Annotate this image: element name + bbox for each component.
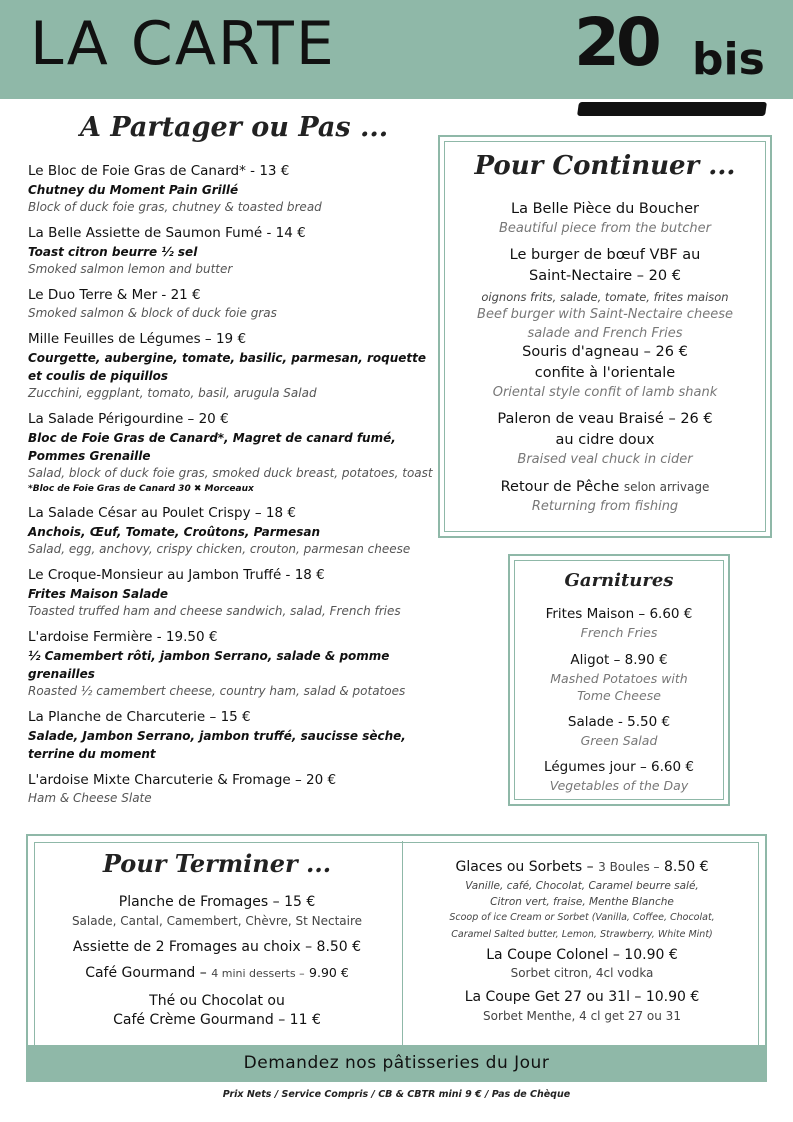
aligot-name: Aligot – 8.90 € — [570, 652, 668, 668]
menu-item-description: Frites Maison Salade — [28, 587, 169, 601]
menu-item-name: Le Bloc de Foie Gras de Canard* - 13 € — [28, 163, 290, 179]
logo-underline — [577, 102, 767, 116]
coupe-colonel-desc: Sorbet citron, 4cl vodka — [510, 966, 654, 980]
menu-item-description: Courgette, aubergine, tomate, basilic, parmesan, roquette et coulis de piquillos — [28, 351, 427, 383]
menu-item-description: Anchois, Œuf, Tomate, Croûtons, Parmesan — [28, 525, 321, 539]
footer-note: Prix Nets / Service Compris / CB & CBTR mini 9 € / Pas de Chèque — [222, 1089, 571, 1100]
glaces-name: Glaces ou Sorbets – — [455, 859, 594, 875]
menu-item — [28, 566, 438, 620]
page-title: LA CARTE — [30, 9, 336, 79]
burger-en-2: salade and French Fries — [527, 326, 683, 341]
menu-item-english: Smoked salmon & block of duck foie gras — [28, 306, 277, 320]
logo-bis: bis — [692, 34, 765, 85]
the-chocolat-name-2: Café Crème Gourmand – 11 € — [113, 1012, 321, 1028]
coupe-get-desc: Sorbet Menthe, 4 cl get 27 ou 31 — [483, 1009, 681, 1023]
menu-item-name: L'ardoise Fermière - 19.50 € — [28, 629, 218, 645]
menu-item — [28, 628, 438, 700]
partager-heading: A Partager ou Pas ... — [80, 112, 389, 143]
aligot-en-2: Tome Cheese — [577, 688, 661, 703]
continuer-box — [438, 135, 772, 538]
menu-item — [28, 286, 438, 322]
agneau-name-1: Souris d'agneau – 26 € — [522, 344, 688, 360]
menu-item-description: Bloc de Foie Gras de Canard*, Magret de canard fumé, Pommes Grenaille — [28, 431, 396, 463]
logo — [574, 4, 770, 128]
menu-item-english: Ham & Cheese Slate — [28, 791, 152, 805]
agneau-en: Oriental style confit of lamb shank — [492, 385, 718, 400]
partager-list — [28, 162, 438, 815]
menu-item-name: La Belle Assiette de Saumon Fumé - 14 € — [28, 225, 306, 241]
frites-en: French Fries — [580, 625, 658, 640]
planche-fromages-desc: Salade, Cantal, Camembert, Chèvre, St Nectaire — [71, 914, 363, 928]
menu-item — [28, 330, 438, 402]
logo-number: 20 — [574, 4, 658, 81]
legumes-name: Légumes jour – 6.60 € — [544, 759, 694, 775]
menu-item-name: Mille Feuilles de Légumes – 19 € — [28, 331, 247, 347]
burger-desc: oignons frits, salade, tomate, frites maison — [481, 290, 729, 304]
cafe-gourmand-name: Café Gourmand – — [85, 965, 207, 981]
assiette-fromages-name: Assiette de 2 Fromages au choix – 8.50 € — [72, 939, 362, 955]
frites-name: Frites Maison – 6.60 € — [545, 606, 693, 622]
coupe-colonel-name: La Coupe Colonel – 10.90 € — [486, 947, 678, 963]
menu-item-english: Toasted truffed ham and cheese sandwich, salad, French fries — [28, 604, 401, 618]
terminer-heading: Pour Terminer ... — [102, 849, 332, 878]
boucher-en: Beautiful piece from the butcher — [499, 221, 711, 236]
terminer-left — [32, 841, 402, 1045]
burger-name-2: Saint-Nectaire – 20 € — [529, 268, 681, 284]
peche-en: Returning from fishing — [531, 499, 679, 514]
cafe-gourmand-line — [32, 963, 402, 984]
glaces-boules: 3 Boules – — [598, 860, 660, 874]
legumes-en: Vegetables of the Day — [549, 778, 689, 793]
salade-name: Salade - 5.50 € — [567, 714, 671, 730]
veau-name-2: au cidre doux — [555, 432, 655, 448]
garnitures-heading: Garnitures — [564, 570, 674, 591]
boucher-name: La Belle Pièce du Boucher — [511, 201, 699, 217]
salade-en: Green Salad — [580, 733, 658, 748]
menu-item-description: Salade, Jambon Serrano, jambon truffé, saucisse sèche, terrine du moment — [28, 729, 406, 761]
menu-item-name: La Salade César au Poulet Crispy – 18 € — [28, 505, 296, 521]
planche-fromages-name: Planche de Fromages – 15 € — [118, 894, 316, 910]
veau-en: Braised veal chuck in cider — [517, 452, 693, 467]
glaces-en-2: Caramel Salted butter, Lemon, Strawberry, White Mint) — [451, 929, 713, 940]
menu-item-name: La Salade Périgourdine – 20 € — [28, 411, 229, 427]
glaces-line — [403, 857, 761, 877]
menu-item-name: La Planche de Charcuterie – 15 € — [28, 709, 251, 725]
menu-item — [28, 162, 438, 216]
menu-item — [28, 771, 438, 807]
glaces-price: 8.50 € — [664, 859, 709, 875]
menu-item — [28, 224, 438, 278]
glaces-fr-2: Citron vert, fraise, Menthe Blanche — [490, 896, 674, 908]
menu-item-note: *Bloc de Foie Gras de Canard 30 ✖ Morceaux — [28, 484, 254, 494]
menu-item-english: Zucchini, eggplant, tomato, basil, arugula Salad — [28, 386, 317, 400]
menu-item — [28, 708, 438, 763]
peche-suffix: selon arrivage — [623, 480, 710, 494]
menu-item-name: Le Croque-Monsieur au Jambon Truffé - 18 € — [28, 567, 325, 583]
burger-name-1: Le burger de bœuf VBF au — [509, 247, 701, 263]
peche-line — [440, 477, 770, 498]
menu-item-description: Chutney du Moment Pain Grillé — [28, 183, 239, 197]
glaces-fr-1: Vanille, café, Chocolat, Caramel beurre salé, — [465, 880, 699, 892]
glaces-en-1: Scoop of ice Cream or Sorbet (Vanilla, Coffee, Chocolat, — [449, 912, 715, 923]
menu-item-english: Roasted ½ camembert cheese, country ham, salad & potatoes — [28, 684, 406, 698]
menu-item-description: Toast citron beurre ½ sel — [28, 245, 198, 259]
cafe-gourmand-price: 9.90 € — [309, 965, 349, 980]
garnitures-box — [508, 554, 730, 806]
menu-item — [28, 504, 438, 558]
menu-item-description: ½ Camembert rôti, jambon Serrano, salade & pomme grenailles — [28, 649, 390, 681]
continuer-heading: Pour Continuer ... — [474, 151, 736, 181]
menu-item-name: Le Duo Terre & Mer - 21 € — [28, 287, 201, 303]
terminer-right — [403, 841, 761, 1045]
peche-name: Retour de Pêche — [500, 479, 620, 495]
coupe-get-name: La Coupe Get 27 ou 31l – 10.90 € — [464, 989, 700, 1005]
menu-item-name: L'ardoise Mixte Charcuterie & Fromage – 20 € — [28, 772, 337, 788]
the-chocolat-name-1: Thé ou Chocolat ou — [149, 993, 285, 1009]
menu-item-english: Smoked salmon lemon and butter — [28, 262, 233, 276]
menu-item — [28, 410, 438, 496]
veau-name-1: Paleron de veau Braisé – 26 € — [497, 411, 713, 427]
burger-en-1: Beef burger with Saint-Nectaire cheese — [477, 307, 733, 322]
agneau-name-2: confite à l'orientale — [534, 365, 676, 381]
cafe-gourmand-desc: 4 mini desserts – — [211, 967, 305, 980]
menu-item-english: Salad, egg, anchovy, crispy chicken, crouton, parmesan cheese — [28, 542, 411, 556]
menu-item-english: Salad, block of duck foie gras, smoked duck breast, potatoes, toast — [28, 466, 433, 480]
patisseries-band: Demandez nos pâtisseries du Jour — [26, 1045, 767, 1082]
menu-item-english: Block of duck foie gras, chutney & toasted bread — [28, 200, 322, 214]
aligot-en-1: Mashed Potatoes with — [550, 671, 688, 686]
